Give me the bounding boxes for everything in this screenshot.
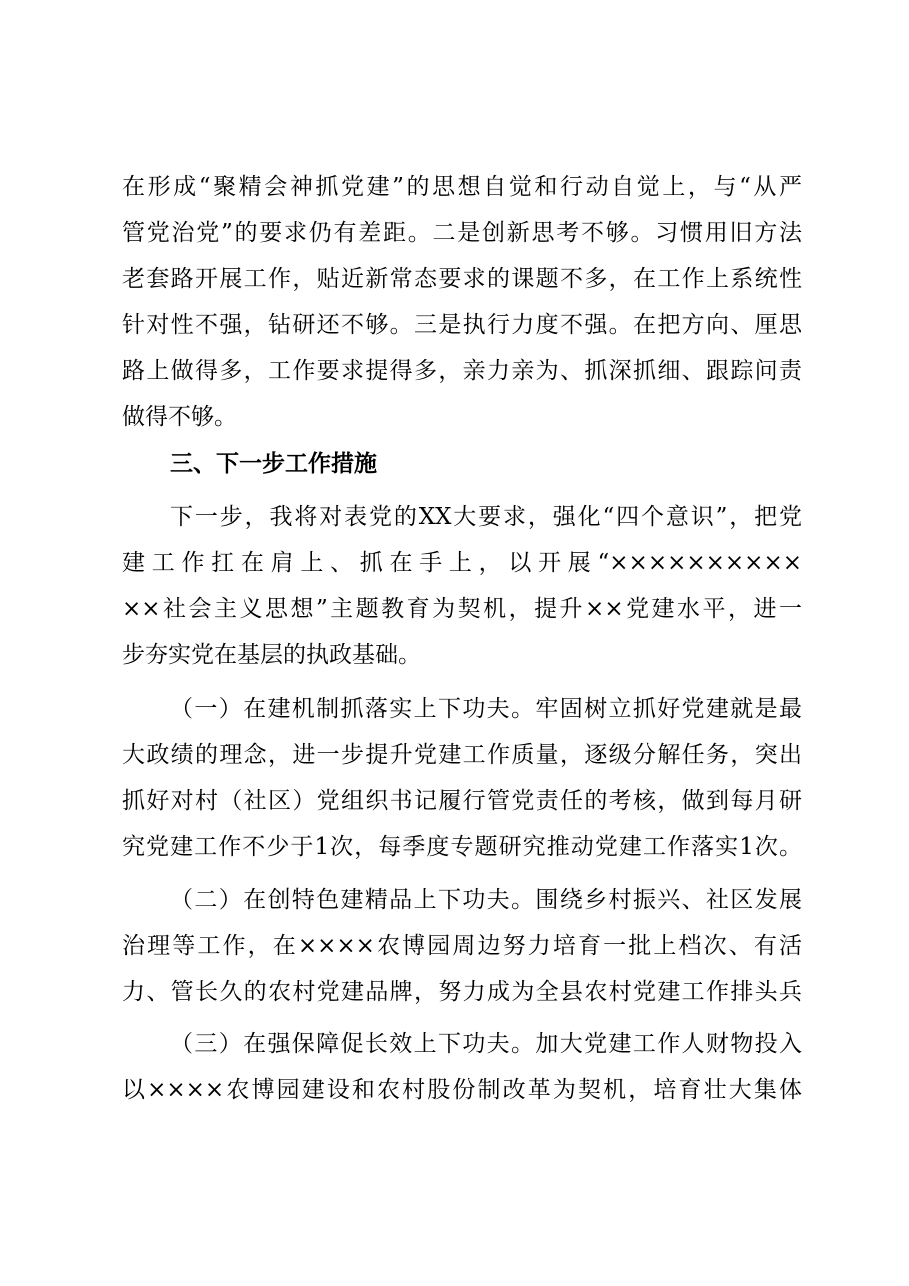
paragraph-line: 下一步，我将对表党的XX大要求，强化“四个意识”，把党 — [170, 504, 802, 530]
paragraph-line: 路上做得多，工作要求提得多，亲力亲为、抓深抓细、跟踪问责 — [122, 358, 802, 384]
section-heading: 三、下一步工作措施 — [170, 451, 377, 477]
paragraph-line: 抓好对村（社区）党组织书记履行管党责任的考核，做到每月研 — [122, 788, 802, 814]
paragraph-line: 究党建工作不少于1次，每季度专题研究推动党建工作落实1次。 — [122, 834, 802, 860]
paragraph-line: 建工作扛在肩上、抓在手上，以开展“×××××××××× — [122, 550, 802, 576]
paragraph-line: 在形成“聚精会神抓党建”的思想自觉和行动自觉上，与“从严 — [122, 174, 802, 200]
paragraph-line: 以××××农博园建设和农村股份制改革为契机，培育壮大集体 — [122, 1077, 802, 1103]
paragraph-line: ××社会主义思想”主题教育为契机，提升××党建水平，进一 — [122, 596, 802, 622]
paragraph-line: （二）在创特色建精品上下功夫。围绕乡村振兴、社区发展 — [170, 887, 802, 913]
paragraph-line: 针对性不强，钻研还不够。三是执行力度不强。在把方向、厘思 — [122, 312, 802, 338]
paragraph-line: 力、管长久的农村党建品牌，努力成为全县农村党建工作排头兵 — [122, 979, 802, 1005]
paragraph-line: 老套路开展工作，贴近新常态要求的课题不多，在工作上系统性 — [122, 266, 802, 292]
paragraph-line: （三）在强保障促长效上下功夫。加大党建工作人财物投入 — [170, 1031, 802, 1057]
paragraph-line: 管党治党”的要求仍有差距。二是创新思考不够。习惯用旧方法 — [122, 220, 802, 246]
paragraph-line: （一）在建机制抓落实上下功夫。牢固树立抓好党建就是最 — [170, 696, 802, 722]
paragraph-line: 大政绩的理念，进一步提升党建工作质量，逐级分解任务，突出 — [122, 742, 802, 768]
paragraph-line: 治理等工作，在××××农博园周边努力培育一批上档次、有活 — [122, 933, 802, 959]
paragraph-line: 步夯实党在基层的执政基础。 — [122, 642, 421, 668]
paragraph-line: 做得不够。 — [122, 404, 237, 430]
